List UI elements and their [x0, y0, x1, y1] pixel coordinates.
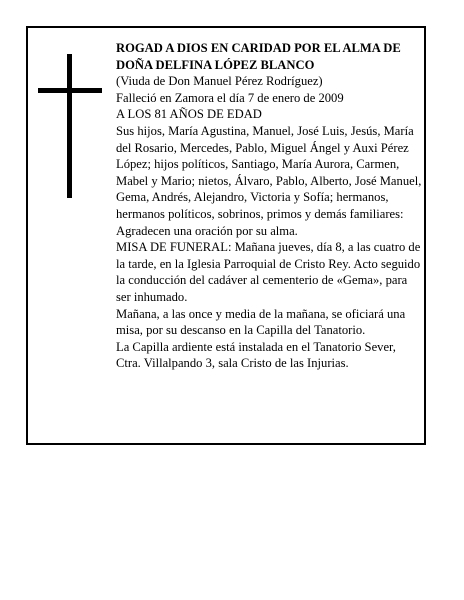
thanks-line: Agradecen una oración por su alma. — [116, 223, 298, 238]
mass-paragraph: Mañana, a las once y media de la mañana, se oficiará una misa, por su descanso en la Capilla del Tanatorio. — [116, 306, 406, 338]
obituary-notice — [26, 26, 426, 445]
notice-heading: ROGAD A DIOS EN CARIDAD POR EL ALMA DE DOÑA DELFINA LÓPEZ BLANCO — [116, 41, 401, 72]
cross-vertical-bar — [67, 54, 72, 198]
death-info-line: Falleció en Zamora el día 7 de enero de 2009 — [116, 90, 344, 105]
family-paragraph: Sus hijos, María Agustina, Manuel, José Luis, Jesús, María del Rosario, Mercedes, Pablo, Miguel Ángel y Auxi Pérez López; hijos políticos, Santiago, María Aurora, Carmen, Mabel y Mario; nietos, Álvaro, Pablo, Alberto, José Manuel, Gema, Andrés, Alejandro, Victoria y Sofía; hermanos, hermanos políticos, sobrinos, primos y demás familiares: — [116, 123, 422, 221]
chapel-paragraph: La Capilla ardiente está instalada en el Tanatorio Sever, Ctra. Villalpando 3, sala Cristo de las Injurias. — [116, 339, 396, 371]
cross-icon — [38, 54, 102, 198]
funeral-paragraph: MISA DE FUNERAL: Mañana jueves, día 8, a las cuatro de la tarde, en la Iglesia Parroquial de Cristo Rey. Acto seguido la conducción del cadáver al cementerio de «Gema», para ser inhumado. — [116, 240, 421, 304]
age-line: A LOS 81 AÑOS DE EDAD — [116, 107, 262, 122]
cross-horizontal-bar — [38, 88, 102, 93]
widow-of-line: (Viuda de Don Manuel Pérez Rodríguez) — [116, 74, 323, 89]
notice-text — [116, 40, 422, 372]
